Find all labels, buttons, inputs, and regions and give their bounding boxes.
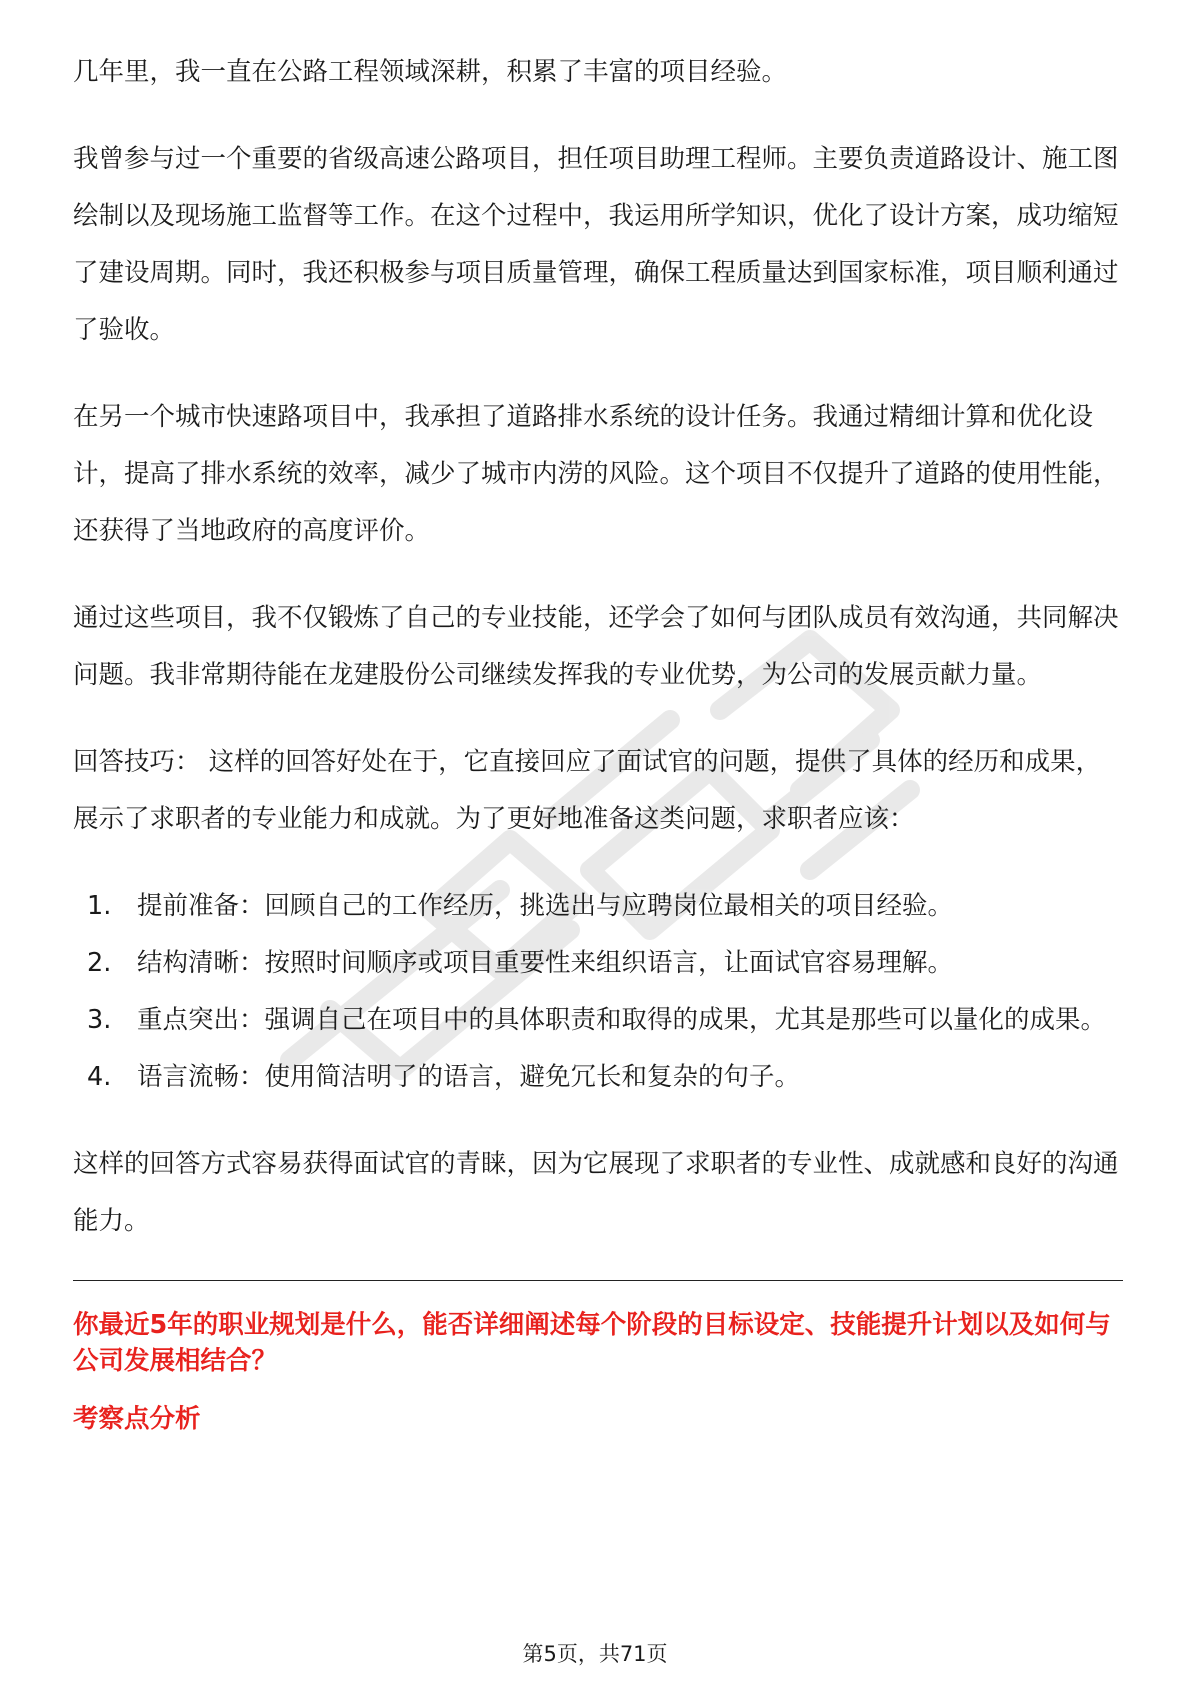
list-item-text: 重点突出：强调自己在项目中的具体职责和取得的成果，尤其是那些可以量化的成果。	[137, 1005, 1107, 1035]
section-heading: 考察点分析	[73, 1404, 201, 1434]
paragraph-highway-project: 我曾参与过一个重要的省级高速公路项目，担任项目助理工程师。主要负责道路设计、施工图绘制以及现场施工监督等工作。在这个过程中，我运用所学知识，优化了设计方案，成功缩短了建设周期。同时，我还积极参与项目质量管理，确保工程质量达到国家标准，项目顺利通过了验收。	[73, 144, 1119, 345]
document-body	[73, 44, 1123, 1437]
list-item-number: 2.	[87, 948, 112, 978]
section-divider	[73, 1280, 1123, 1281]
list-item	[73, 878, 1123, 935]
list-item-number: 1.	[87, 891, 112, 921]
list-item-text: 语言流畅：使用简洁明了的语言，避免冗长和复杂的句子。	[137, 1062, 801, 1092]
list-item	[73, 992, 1123, 1049]
page-footer: 第5页，共71页	[522, 1642, 668, 1666]
list-item-number: 4.	[87, 1062, 112, 1092]
paragraph-drainage-project: 在另一个城市快速路项目中，我承担了道路排水系统的设计任务。我通过精细计算和优化设计，提高了排水系统的效率，减少了城市内涝的风险。这个项目不仅提升了道路的使用性能，还获得了当地政府的高度评价。	[73, 402, 1119, 546]
paragraph-summary: 通过这些项目，我不仅锻炼了自己的专业技能，还学会了如何与团队成员有效沟通，共同解决问题。我非常期待能在龙建股份公司继续发挥我的专业优势，为公司的发展贡献力量。	[73, 603, 1119, 690]
list-item-number: 3.	[87, 1005, 112, 1035]
paragraph-answer-tips: 回答技巧： 这样的回答好处在于，它直接回应了面试官的问题，提供了具体的经历和成果，展示了求职者的专业能力和成就。为了更好地准备这类问题，求职者应该：	[73, 747, 1102, 834]
list-item-text: 提前准备：回顾自己的工作经历，挑选出与应聘岗位最相关的项目经验。	[137, 891, 954, 921]
list-item	[73, 1049, 1123, 1106]
tips-list	[73, 878, 1123, 1106]
paragraph-closing: 这样的回答方式容易获得面试官的青睐，因为它展现了求职者的专业性、成就感和良好的沟通能力。	[73, 1149, 1119, 1236]
list-item-text: 结构清晰：按照时间顺序或项目重要性来组织语言，让面试官容易理解。	[137, 948, 954, 978]
list-item	[73, 935, 1123, 992]
next-question: 你最近5年的职业规划是什么，能否详细阐述每个阶段的目标设定、技能提升计划以及如何与公司发展相结合？	[73, 1310, 1111, 1376]
paragraph-intro: 几年里，我一直在公路工程领域深耕，积累了丰富的项目经验。	[73, 57, 788, 87]
